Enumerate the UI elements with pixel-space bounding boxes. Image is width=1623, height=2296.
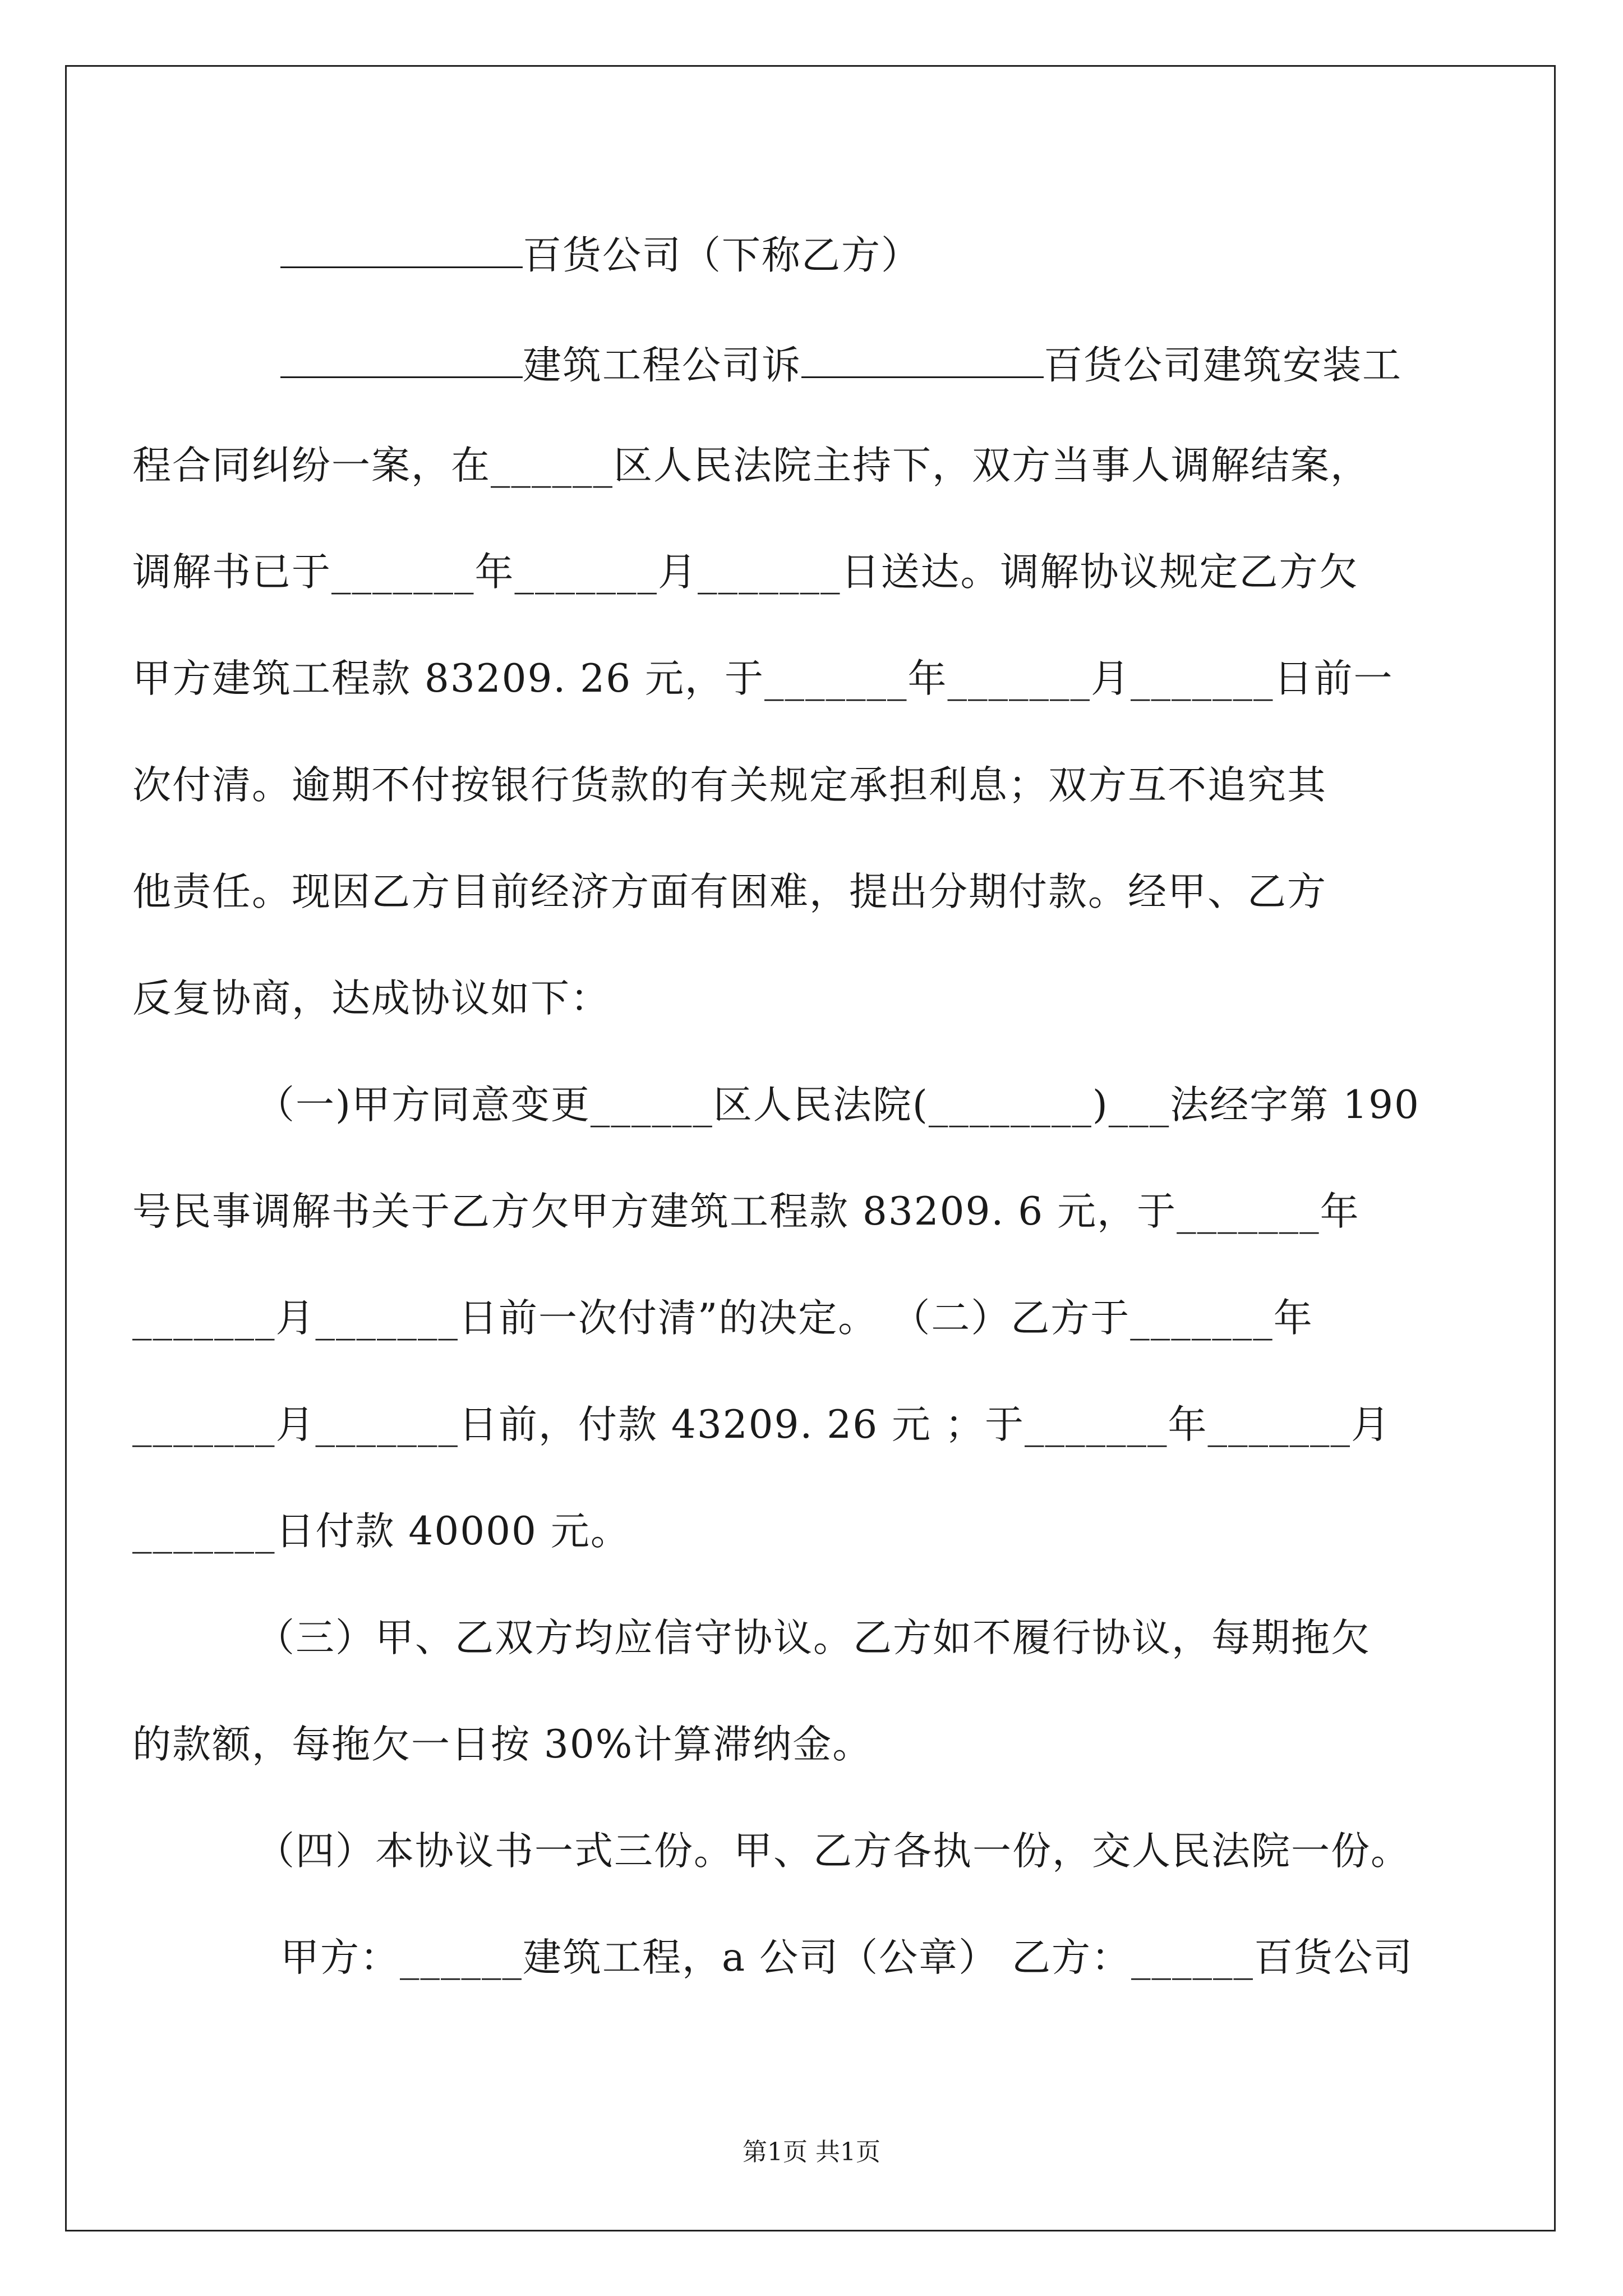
paragraph-line: 他责任。现因乙方目前经济方面有困难，提出分期付款。经甲、乙方 bbox=[132, 869, 1327, 914]
paragraph-line: 程合同纠纷一案，在______区人民法院主持下，双方当事人调解结案， bbox=[132, 443, 1370, 488]
clause-one-line: （一)甲方同意变更______区人民法院(________)___法经字第 190 bbox=[256, 1083, 1420, 1128]
page-border bbox=[65, 65, 1556, 2231]
paragraph-line: 调解书已于_______年_______月_______日送达。调解协议规定乙方欠 bbox=[132, 550, 1359, 595]
case-intro-text-1: 建筑工程公司诉 bbox=[523, 343, 801, 388]
clause-three-line: （三）甲、乙双方均应信守协议。乙方如不履行协议，每期拖欠 bbox=[256, 1616, 1371, 1660]
signature-line: 甲方：______建筑工程，a 公司（公章） 乙方：______百货公司 bbox=[280, 1935, 1414, 1980]
party-b-text: 百货公司（下称乙方） bbox=[523, 233, 921, 278]
paragraph-line: 号民事调解书关于乙方欠甲方建筑工程款 83209. 6 元，于_______年 bbox=[132, 1189, 1360, 1234]
page-footer: 第1页 共1页 bbox=[743, 2138, 880, 2166]
paragraph-line: 甲方建筑工程款 83209. 26 元，于_______年_______月_______日前一 bbox=[132, 656, 1394, 701]
paragraph-line: _______日付款 40000 元。 bbox=[132, 1509, 630, 1554]
paragraph-line: 次付清。逾期不付按银行货款的有关规定承担利息；双方互不追究其 bbox=[132, 763, 1327, 808]
paragraph-line: 的款额，每拖欠一日按 30%计算滞纳金。 bbox=[132, 1722, 873, 1767]
case-intro-line bbox=[280, 341, 1402, 388]
paragraph-line: _______月_______日前，付款 43209. 26 元 ；于_______年_______月 bbox=[132, 1402, 1391, 1447]
case-intro-text-2: 百货公司建筑安装工 bbox=[1044, 343, 1402, 388]
blank-underline bbox=[801, 341, 1044, 378]
clause-four-line: （四）本协议书一式三份。甲、乙方各执一份，交人民法院一份。 bbox=[256, 1829, 1410, 1874]
paragraph-line: 反复协商，达成协议如下： bbox=[132, 976, 610, 1021]
party-b-line bbox=[280, 231, 921, 278]
blank-underline bbox=[280, 231, 523, 268]
blank-underline bbox=[280, 341, 523, 378]
paragraph-line: _______月_______日前一次付清”的决定。 （二）乙方于_______年 bbox=[132, 1296, 1313, 1341]
